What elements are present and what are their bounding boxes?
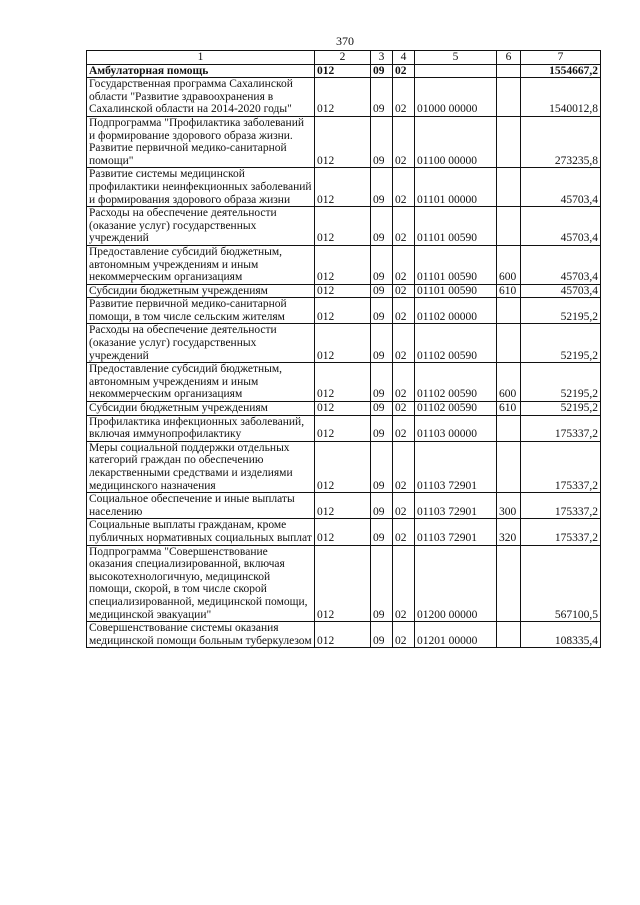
column-header: 6 — [497, 51, 521, 65]
row-target-article: 01102 00590 — [415, 402, 497, 416]
row-expense-type — [497, 441, 521, 492]
row-amount: 45703,4 — [521, 168, 601, 207]
row-expense-type: 300 — [497, 493, 521, 519]
column-header: 1 — [87, 51, 315, 65]
row-section-code: 09 — [371, 168, 393, 207]
row-target-article: 01201 00000 — [415, 622, 497, 648]
row-grbs-code: 012 — [315, 363, 371, 402]
row-amount: 175337,2 — [521, 493, 601, 519]
row-amount: 52195,2 — [521, 402, 601, 416]
row-target-article: 01102 00590 — [415, 324, 497, 363]
row-expense-type: 600 — [497, 363, 521, 402]
row-target-article — [415, 64, 497, 78]
row-grbs-code: 012 — [315, 545, 371, 622]
table-row — [87, 324, 601, 363]
row-subsection-code: 02 — [393, 622, 415, 648]
row-name: Субсидии бюджетным учреждениям — [87, 284, 315, 298]
column-header: 3 — [371, 51, 393, 65]
row-amount: 175337,2 — [521, 415, 601, 441]
column-header: 5 — [415, 51, 497, 65]
column-header: 7 — [521, 51, 601, 65]
row-subsection-code: 02 — [393, 116, 415, 167]
row-amount: 45703,4 — [521, 207, 601, 246]
row-section-code: 09 — [371, 78, 393, 117]
row-subsection-code: 02 — [393, 402, 415, 416]
row-grbs-code: 012 — [315, 64, 371, 78]
row-target-article: 01103 72901 — [415, 519, 497, 545]
row-grbs-code: 012 — [315, 622, 371, 648]
table-row — [87, 493, 601, 519]
row-amount: 567100,5 — [521, 545, 601, 622]
row-grbs-code: 012 — [315, 402, 371, 416]
table-row — [87, 168, 601, 207]
row-target-article: 01101 00000 — [415, 168, 497, 207]
row-target-article: 01101 00590 — [415, 284, 497, 298]
row-grbs-code: 012 — [315, 441, 371, 492]
row-expense-type — [497, 324, 521, 363]
row-expense-type — [497, 64, 521, 78]
row-expense-type — [497, 415, 521, 441]
table-row — [87, 245, 601, 284]
row-grbs-code: 012 — [315, 207, 371, 246]
row-subsection-code: 02 — [393, 415, 415, 441]
row-grbs-code: 012 — [315, 519, 371, 545]
row-amount: 175337,2 — [521, 519, 601, 545]
column-header: 4 — [393, 51, 415, 65]
table-row — [87, 116, 601, 167]
row-subsection-code: 02 — [393, 519, 415, 545]
row-section-code: 09 — [371, 493, 393, 519]
table-row — [87, 415, 601, 441]
row-target-article: 01102 00590 — [415, 363, 497, 402]
row-section-code: 09 — [371, 298, 393, 324]
row-grbs-code: 012 — [315, 245, 371, 284]
table-row — [87, 519, 601, 545]
row-name: Подпрограмма "Профилактика заболеваний и формирование здорового образа жизни. Развитие первичной медико-санитарной помощи" — [87, 116, 315, 167]
row-subsection-code: 02 — [393, 545, 415, 622]
row-section-code: 09 — [371, 545, 393, 622]
row-name: Социальные выплаты гражданам, кроме публичных нормативных социальных выплат — [87, 519, 315, 545]
row-name: Расходы на обеспечение деятельности (оказание услуг) государственных учреждений — [87, 207, 315, 246]
row-subsection-code: 02 — [393, 284, 415, 298]
table-row — [87, 78, 601, 117]
row-name: Развитие системы медицинской профилактики неинфекционных заболеваний и формирования здорового образа жизни — [87, 168, 315, 207]
row-target-article: 01103 00000 — [415, 415, 497, 441]
row-name: Совершенствование системы оказания медицинской помощи больным туберкулезом — [87, 622, 315, 648]
row-grbs-code: 012 — [315, 284, 371, 298]
row-expense-type: 610 — [497, 284, 521, 298]
row-amount: 1540012,8 — [521, 78, 601, 117]
row-target-article: 01101 00590 — [415, 245, 497, 284]
table-row — [87, 284, 601, 298]
row-grbs-code: 012 — [315, 116, 371, 167]
table-row — [87, 298, 601, 324]
row-subsection-code: 02 — [393, 324, 415, 363]
row-section-code: 09 — [371, 622, 393, 648]
row-name: Расходы на обеспечение деятельности (оказание услуг) государственных учреждений — [87, 324, 315, 363]
row-subsection-code: 02 — [393, 245, 415, 284]
row-target-article: 01200 00000 — [415, 545, 497, 622]
row-grbs-code: 012 — [315, 168, 371, 207]
row-target-article: 01103 72901 — [415, 493, 497, 519]
row-expense-type — [497, 207, 521, 246]
row-subsection-code: 02 — [393, 168, 415, 207]
row-section-code: 09 — [371, 245, 393, 284]
table-row — [87, 402, 601, 416]
row-name: Меры социальной поддержки отдельных категорий граждан по обеспечению лекарственными средствами и изделиями медицинского назначения — [87, 441, 315, 492]
row-grbs-code: 012 — [315, 493, 371, 519]
table-body — [87, 64, 601, 648]
budget-table — [86, 50, 601, 648]
table-row — [87, 363, 601, 402]
row-expense-type — [497, 78, 521, 117]
row-section-code: 09 — [371, 116, 393, 167]
row-expense-type — [497, 298, 521, 324]
row-name: Предоставление субсидий бюджетным, автономным учреждениям и иным некоммерческим организациям — [87, 363, 315, 402]
row-name: Амбулаторная помощь — [87, 64, 315, 78]
row-grbs-code: 012 — [315, 298, 371, 324]
row-expense-type — [497, 168, 521, 207]
row-section-code: 09 — [371, 519, 393, 545]
row-section-code: 09 — [371, 284, 393, 298]
row-section-code: 09 — [371, 207, 393, 246]
row-target-article: 01000 00000 — [415, 78, 497, 117]
row-amount: 52195,2 — [521, 324, 601, 363]
row-subsection-code: 02 — [393, 64, 415, 78]
row-amount: 45703,4 — [521, 245, 601, 284]
row-grbs-code: 012 — [315, 324, 371, 363]
row-amount: 52195,2 — [521, 363, 601, 402]
table-row — [87, 64, 601, 78]
row-expense-type — [497, 622, 521, 648]
column-number-row — [87, 51, 601, 65]
row-amount: 273235,8 — [521, 116, 601, 167]
row-section-code: 09 — [371, 64, 393, 78]
row-subsection-code: 02 — [393, 441, 415, 492]
row-amount: 108335,4 — [521, 622, 601, 648]
row-name: Социальное обеспечение и иные выплаты населению — [87, 493, 315, 519]
row-name: Предоставление субсидий бюджетным, автономным учреждениям и иным некоммерческим организациям — [87, 245, 315, 284]
row-target-article: 01102 00000 — [415, 298, 497, 324]
row-target-article: 01103 72901 — [415, 441, 497, 492]
row-amount: 175337,2 — [521, 441, 601, 492]
row-expense-type: 610 — [497, 402, 521, 416]
row-section-code: 09 — [371, 402, 393, 416]
row-expense-type: 600 — [497, 245, 521, 284]
row-target-article: 01100 00000 — [415, 116, 497, 167]
table-row — [87, 545, 601, 622]
row-name: Субсидии бюджетным учреждениям — [87, 402, 315, 416]
row-grbs-code: 012 — [315, 78, 371, 117]
row-subsection-code: 02 — [393, 207, 415, 246]
row-subsection-code: 02 — [393, 78, 415, 117]
row-amount: 45703,4 — [521, 284, 601, 298]
row-grbs-code: 012 — [315, 415, 371, 441]
table-row — [87, 207, 601, 246]
row-subsection-code: 02 — [393, 363, 415, 402]
row-name: Государственная программа Сахалинской области "Развитие здравоохранения в Сахалинской области на 2014-2020 годы" — [87, 78, 315, 117]
row-section-code: 09 — [371, 324, 393, 363]
row-expense-type: 320 — [497, 519, 521, 545]
row-expense-type — [497, 545, 521, 622]
row-section-code: 09 — [371, 441, 393, 492]
row-amount: 1554667,2 — [521, 64, 601, 78]
row-section-code: 09 — [371, 415, 393, 441]
row-amount: 52195,2 — [521, 298, 601, 324]
row-subsection-code: 02 — [393, 493, 415, 519]
row-name: Развитие первичной медико-санитарной помощи, в том числе сельским жителям — [87, 298, 315, 324]
column-header: 2 — [315, 51, 371, 65]
row-section-code: 09 — [371, 363, 393, 402]
row-name: Подпрограмма "Совершенствование оказания специализированной, включая высокотехнологичную, медицинской помощи, скорой, в том числе скорой специализированной, медицинской помощи, медицинской эвакуации" — [87, 545, 315, 622]
page-number: 370 — [336, 34, 354, 48]
row-target-article: 01101 00590 — [415, 207, 497, 246]
row-expense-type — [497, 116, 521, 167]
table-row — [87, 622, 601, 648]
table-row — [87, 441, 601, 492]
row-name: Профилактика инфекционных заболеваний, включая иммунопрофилактику — [87, 415, 315, 441]
row-subsection-code: 02 — [393, 298, 415, 324]
